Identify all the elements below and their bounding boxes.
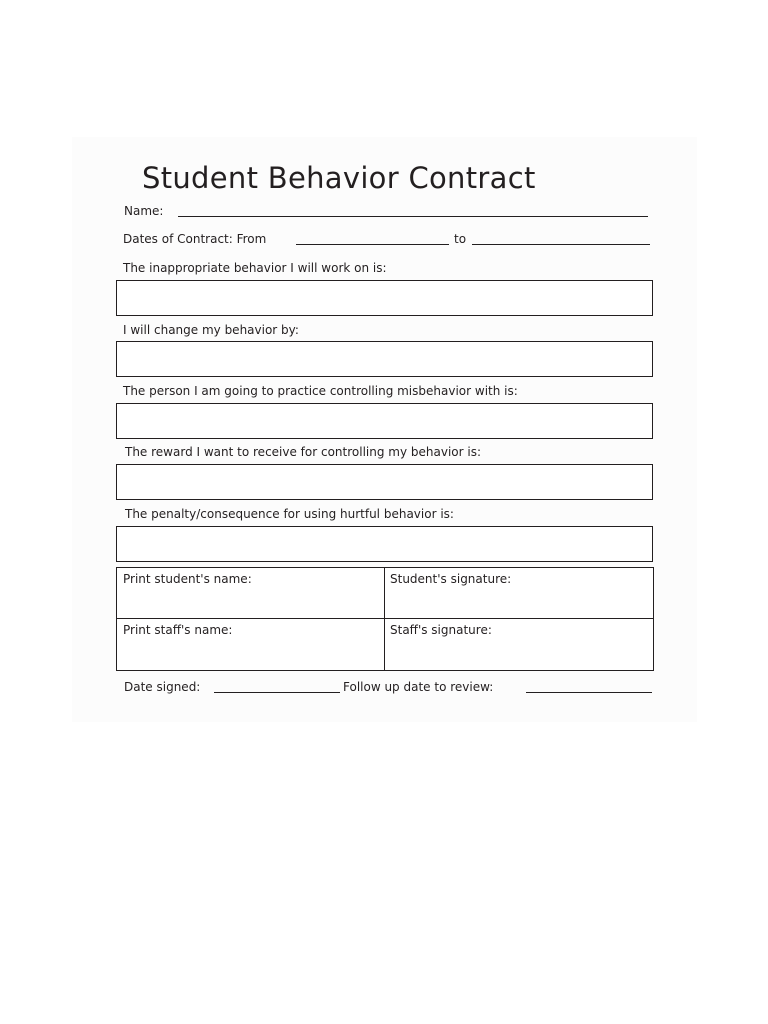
date-from-field[interactable] (296, 244, 449, 245)
name-label: Name: (124, 204, 164, 218)
inappropriate-behavior-box[interactable] (116, 280, 653, 316)
practice-person-label: The person I am going to practice controlling misbehavior with is: (123, 384, 518, 398)
dates-to-label: to (454, 232, 467, 246)
date-signed-label: Date signed: (124, 680, 201, 694)
staff-signature-field[interactable] (385, 619, 651, 668)
student-signature-field[interactable] (385, 568, 651, 617)
dates-label: Dates of Contract: From (123, 232, 267, 246)
staff-name-label: Print staff's name: (123, 623, 233, 637)
inappropriate-behavior-label: The inappropriate behavior I will work on is: (123, 261, 387, 275)
reward-label: The reward I want to receive for controlling my behavior is: (125, 445, 482, 459)
practice-person-box[interactable] (116, 403, 653, 439)
name-field[interactable] (178, 216, 648, 217)
staff-signature-label: Staff's signature: (390, 623, 492, 637)
staff-name-field[interactable] (117, 619, 383, 668)
student-name-label: Print student's name: (123, 572, 252, 586)
follow-up-label: Follow up date to review: (343, 680, 494, 694)
reward-box[interactable] (116, 464, 653, 500)
page-title: Student Behavior Contract (142, 161, 536, 195)
change-behavior-label: I will change my behavior by: (123, 323, 299, 337)
date-to-field[interactable] (472, 244, 650, 245)
student-signature-label: Student's signature: (390, 572, 512, 586)
date-signed-field[interactable] (214, 692, 340, 693)
follow-up-date-field[interactable] (526, 692, 652, 693)
penalty-box[interactable] (116, 526, 653, 562)
change-behavior-box[interactable] (116, 341, 653, 377)
penalty-label: The penalty/consequence for using hurtful behavior is: (125, 507, 454, 521)
student-name-field[interactable] (117, 568, 383, 617)
